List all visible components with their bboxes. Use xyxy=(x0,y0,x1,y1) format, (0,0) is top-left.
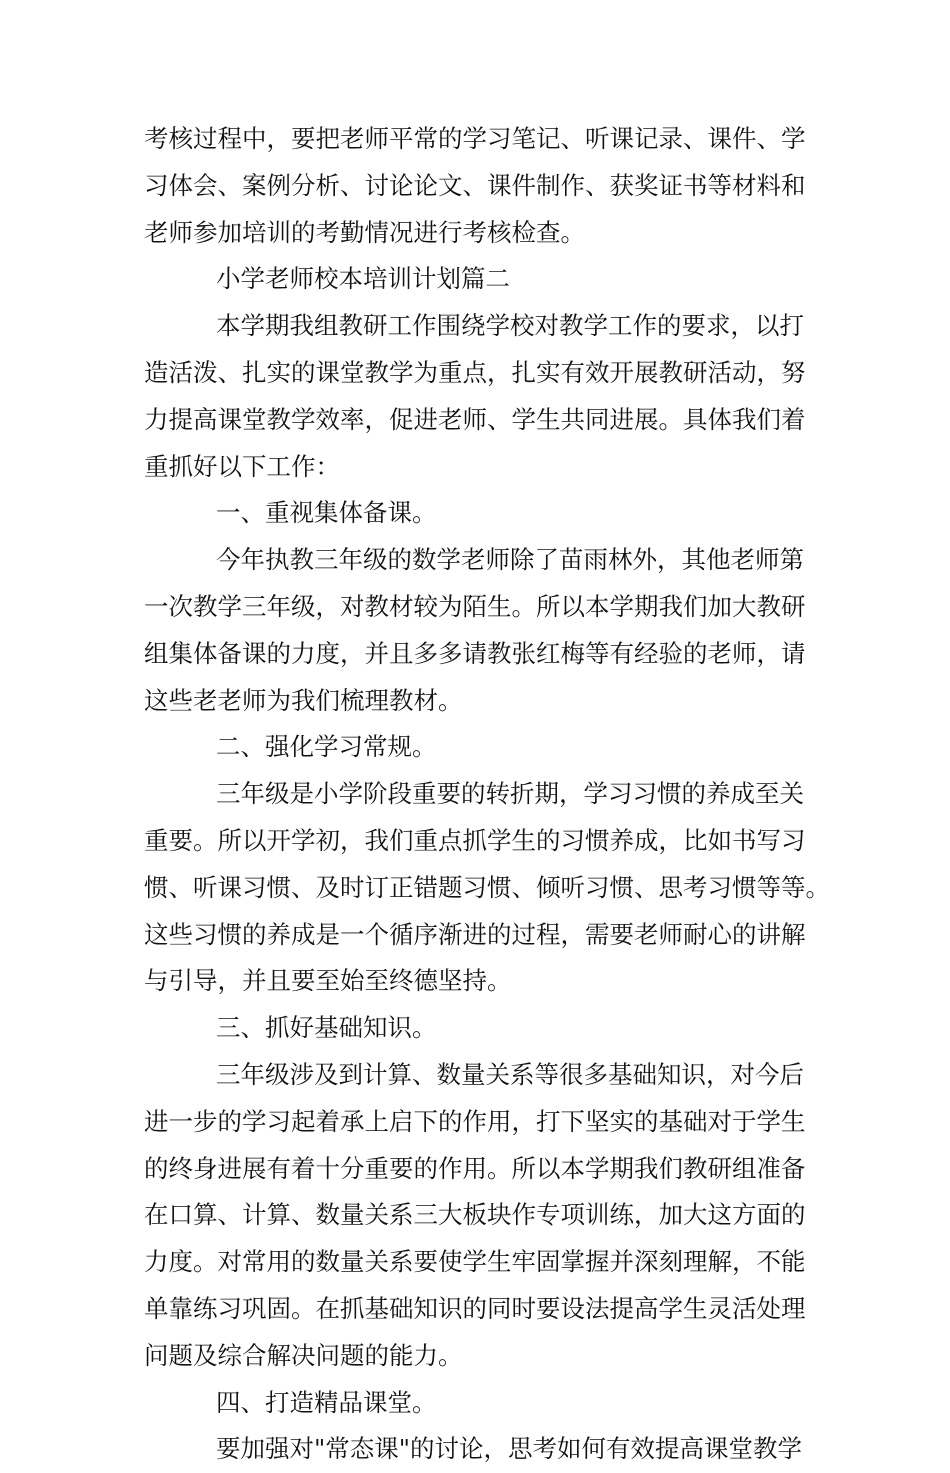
text-line: 惯、听课习惯、及时订正错题习惯、倾听习惯、思考习惯等等。 xyxy=(144,872,830,902)
text-line: 今年执教三年级的数学老师除了苗雨林外，其他老师第 xyxy=(216,545,804,575)
text-line: 造活泼、扎实的课堂教学为重点，扎实有效开展教研活动，努 xyxy=(144,357,806,387)
text-line: 在口算、计算、数量关系三大板块作专项训练，加大这方面的 xyxy=(144,1200,806,1230)
text-line: 重抓好以下工作： xyxy=(144,451,340,481)
text-line: 力提高课堂教学效率，促进老师、学生共同进展。具体我们着 xyxy=(144,404,806,434)
section-heading: 一、重视集体备课。 xyxy=(216,498,437,528)
text-line: 习体会、案例分析、讨论论文、课件制作、获奖证书等材料和 xyxy=(144,170,806,200)
text-line: 与引导，并且要至始至终德坚持。 xyxy=(144,966,512,996)
section-heading: 三、抓好基础知识。 xyxy=(216,1013,437,1043)
section-heading: 四、打造精品课堂。 xyxy=(216,1387,437,1417)
section-title: 小学老师校本培训计划篇二 xyxy=(216,264,510,294)
section-heading: 二、强化学习常规。 xyxy=(216,732,437,762)
text-line: 组集体备课的力度，并且多多请教张红梅等有经验的老师，请 xyxy=(144,638,806,668)
text-line: 一次教学三年级，对教材较为陌生。所以本学期我们加大教研 xyxy=(144,591,806,621)
text-line: 问题及综合解决问题的能力。 xyxy=(144,1340,463,1370)
text-line: 这些习惯的养成是一个循序渐进的过程，需要老师耐心的讲解 xyxy=(144,919,806,949)
text-line: 这些老老师为我们梳理教材。 xyxy=(144,685,463,715)
text-line: 的终身进展有着十分重要的作用。所以本学期我们教研组准备 xyxy=(144,1153,806,1183)
text-line: 老师参加培训的考勤情况进行考核检查。 xyxy=(144,217,585,247)
text-line: 本学期我组教研工作围绕学校对教学工作的要求，以打 xyxy=(216,311,804,341)
text-line: 考核过程中，要把老师平常的学习笔记、听课记录、课件、学 xyxy=(144,124,806,153)
document-body xyxy=(144,116,830,1473)
text-line: 三年级涉及到计算、数量关系等很多基础知识，对今后 xyxy=(216,1059,804,1089)
text-line: 单靠练习巩固。在抓基础知识的同时要设法提高学生灵活处理 xyxy=(144,1293,806,1323)
text-line: 三年级是小学阶段重要的转折期，学习习惯的养成至关 xyxy=(216,779,804,809)
text-line: 重要。所以开学初，我们重点抓学生的习惯养成，比如书写习 xyxy=(144,825,806,855)
text-line: 力度。对常用的数量关系要使学生牢固掌握并深刻理解，不能 xyxy=(144,1247,806,1277)
text-line: 进一步的学习起着承上启下的作用，打下坚实的基础对于学生 xyxy=(144,1106,806,1136)
text-line: 要加强对"常态课"的讨论，思考如何有效提高课堂教学 xyxy=(216,1434,803,1464)
